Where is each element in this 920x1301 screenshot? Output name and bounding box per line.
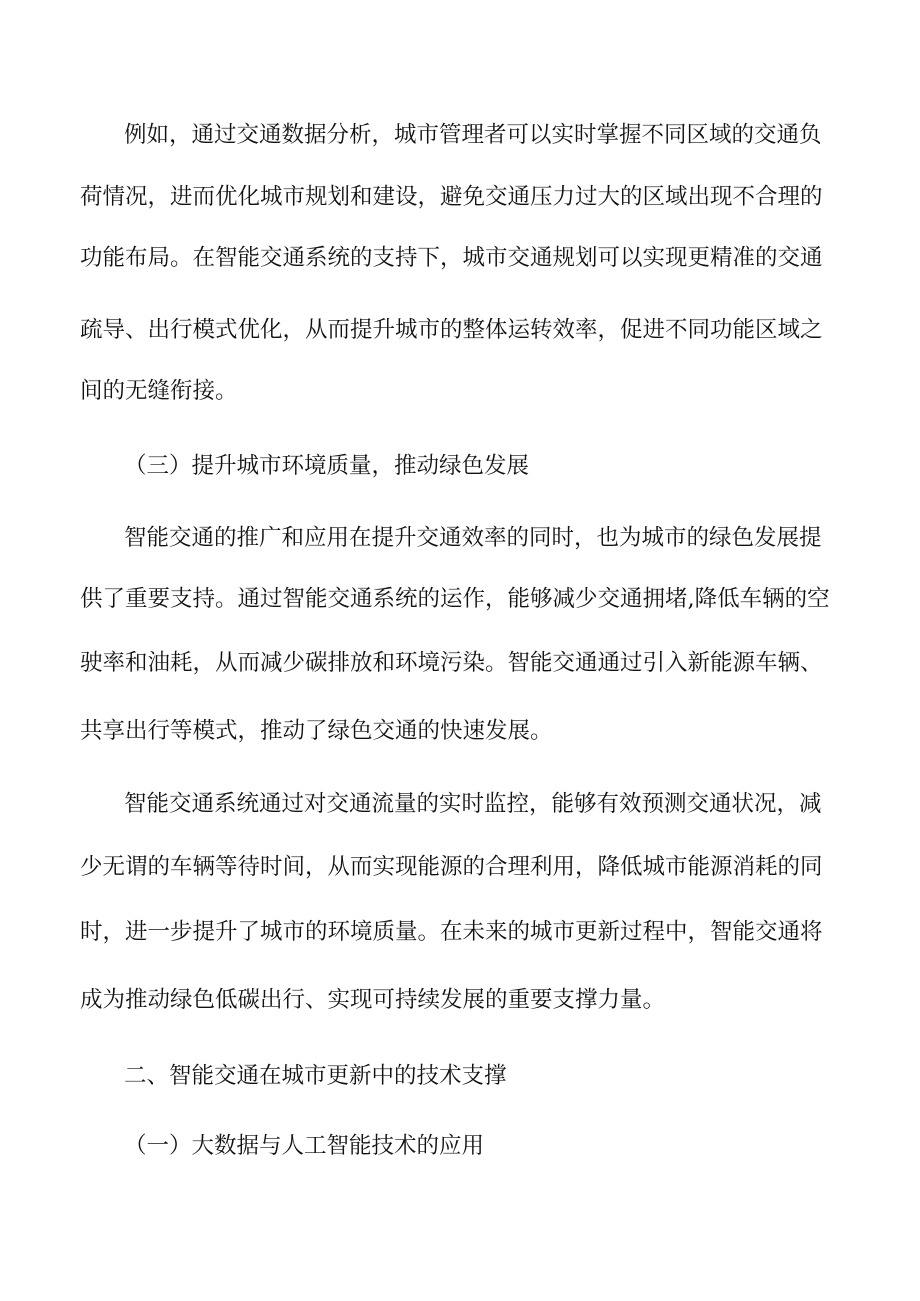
section-heading-3: （三）提升城市环境质量，推动绿色发展 [124,453,530,479]
paragraph-2-line-2: 供了重要支持。通过智能交通系统的运作，能够减少交通拥堵,降低车辆的空 [80,586,830,612]
section-heading-1: （一）大数据与人工智能技术的应用 [124,1133,485,1159]
paragraph-1-line-2: 荷情况，进而优化城市规划和建设，避免交通压力过大的区域出现不合理的 [80,184,823,210]
paragraph-2-line-3: 驶率和油耗，从而减少碳排放和环境污染。智能交通通过引入新能源车辆、 [80,650,823,676]
paragraph-1-line-4: 疏导、出行模式优化，从而提升城市的整体运转效率，促进不同功能区域之 [80,317,823,343]
paragraph-1-line-3: 功能布局。在智能交通系统的支持下，城市交通规划可以实现更精准的交通 [80,245,823,271]
paragraph-3-line-4: 成为推动绿色低碳出行、实现可持续发展的重要支撑力量。 [80,987,666,1013]
paragraph-3-line-3: 时，进一步提升了城市的环境质量。在未来的城市更新过程中，智能交通将 [80,919,823,945]
paragraph-2-line-1: 智能交通的推广和应用在提升交通效率的同时，也为城市的绿色发展提 [124,525,822,551]
paragraph-3-line-1: 智能交通系统通过对交通流量的实时监控，能够有效预测交通状况，减 [124,791,822,817]
paragraph-1-line-5: 间的无缝衔接。 [80,378,238,404]
paragraph-1-line-1: 例如，通过交通数据分析，城市管理者可以实时掌握不同区域的交通负 [124,122,822,148]
chapter-heading-2: 二、智能交通在城市更新中的技术支撑 [124,1063,507,1089]
paragraph-2-line-4: 共享出行等模式，推动了绿色交通的快速发展。 [80,718,553,744]
paragraph-3-line-2: 少无谓的车辆等待时间，从而实现能源的合理利用，降低城市能源消耗的同 [80,854,823,880]
